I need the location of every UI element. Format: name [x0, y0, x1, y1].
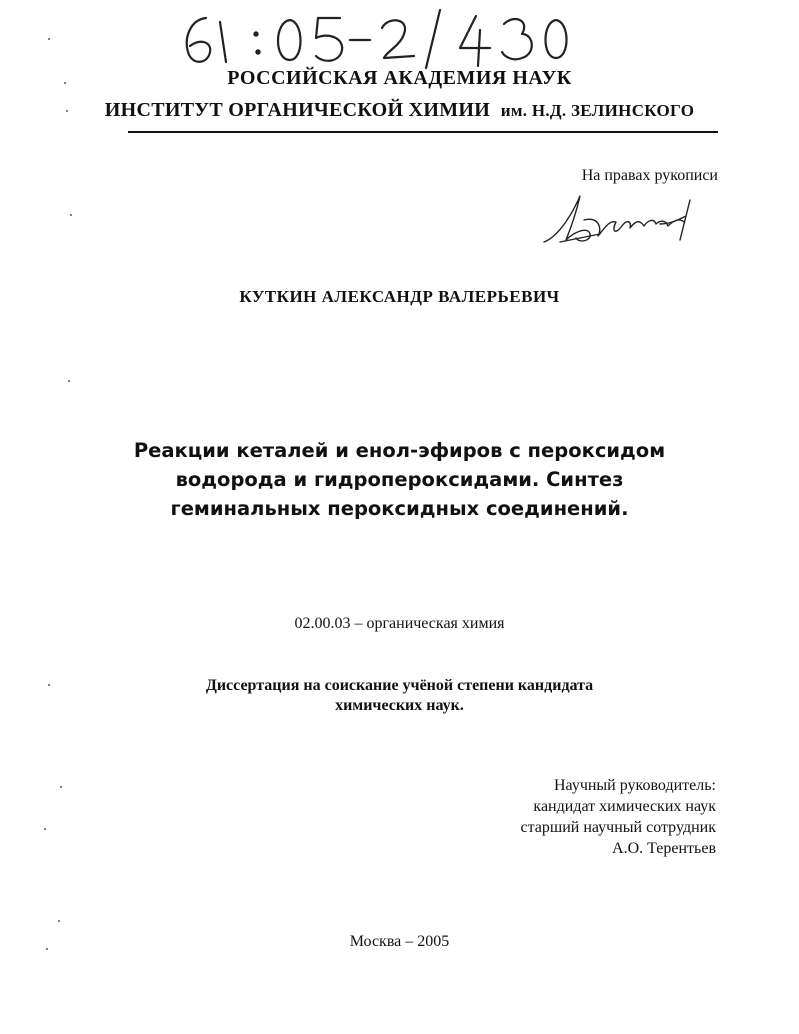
scan-speck [48, 684, 50, 686]
city-year: Москва – 2005 [349, 933, 450, 950]
degree-line: химических наук. [335, 697, 464, 714]
scan-speck [70, 214, 72, 216]
scan-speck [58, 920, 60, 922]
scan-speck [44, 828, 46, 830]
degree-statement [0, 676, 799, 716]
institute-name-main: ИНСТИТУТ ОРГАНИЧЕСКОЙ ХИМИИ [104, 99, 491, 121]
scan-speck [64, 82, 66, 84]
scan-speck [68, 380, 70, 382]
scan-speck [46, 948, 48, 950]
title-line: геминальных пероксидных соединений. [170, 497, 629, 520]
scientific-advisor [470, 775, 716, 859]
advisor-line: старший научный сотрудник [520, 819, 716, 836]
signature [540, 190, 710, 250]
institute-name-suffix: им. Н.Д. ЗЕЛИНСКОГО [500, 101, 695, 120]
scan-speck [48, 38, 50, 40]
advisor-line: Научный руководитель: [553, 777, 716, 794]
scan-speck [66, 110, 68, 112]
academy-name: РОССИЙСКАЯ АКАДЕМИЯ НАУК [227, 67, 572, 89]
author-name: КУТКИН АЛЕКСАНДР ВАЛЕРЬЕВИЧ [239, 287, 560, 306]
scan-speck [60, 786, 62, 788]
degree-line: Диссертация на соискание учёной степени кандидата [205, 677, 594, 694]
rights-note: На правах рукописи [581, 167, 718, 184]
advisor-line: А.О. Терентьев [612, 840, 716, 857]
header-divider [128, 131, 718, 133]
specialty-code: 02.00.03 – органическая химия [294, 615, 505, 632]
dissertation-title [0, 436, 799, 523]
title-line: водорода и гидропероксидами. Синтез [175, 468, 624, 491]
title-line: Реакции кеталей и енол-эфиров с пероксидом [133, 439, 666, 462]
advisor-line: кандидат химических наук [533, 798, 716, 815]
institute-name [0, 99, 799, 122]
handwritten-archive-mark [178, 8, 578, 70]
